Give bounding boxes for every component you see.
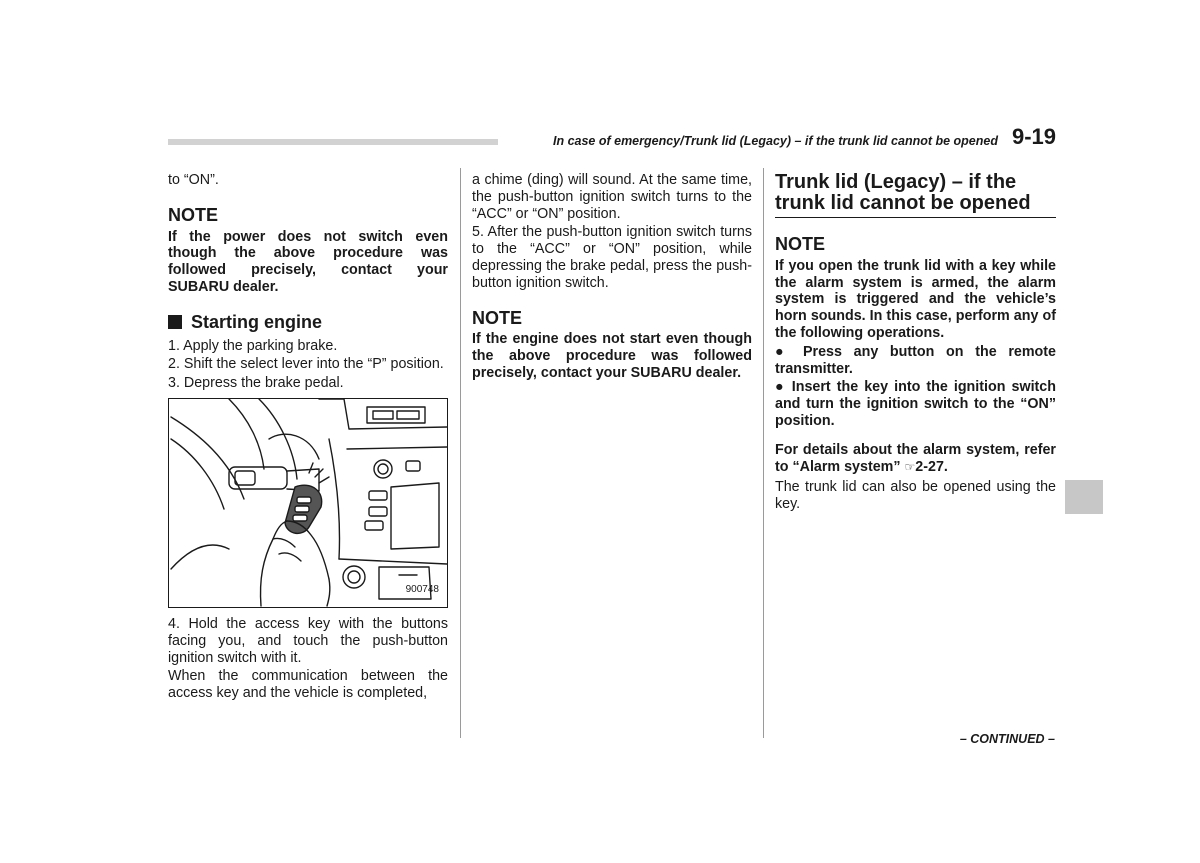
- intro-text: to “ON”.: [168, 172, 219, 188]
- step-5: 5. After the push-button ignition switch turns to the “ACC” or “ON” position, while depressing the brake pedal, press the push-button ignition switch.: [472, 224, 752, 291]
- column-divider: [763, 168, 764, 738]
- step-2: 2. Shift the select lever into the “P” position.: [168, 356, 444, 373]
- page-reference: 2-27.: [915, 458, 948, 475]
- column-1: [168, 172, 448, 702]
- step-3: 3. Depress the brake pedal.: [168, 375, 344, 392]
- details-prefix: For details about the alarm system, refer to “Alarm system”: [775, 441, 1056, 475]
- note-text: If the power does not switch even though the above procedure was followed precisely, contact your SUBARU dealer.: [168, 228, 448, 295]
- column-divider: [460, 168, 461, 738]
- section-heading: [168, 311, 448, 332]
- illustration-drawing: [169, 399, 447, 607]
- note-text: If the engine does not start even though the above procedure was followed precisely, contact your SUBARU dealer.: [472, 331, 752, 381]
- square-bullet-icon: [168, 315, 182, 329]
- bullet-item: ● Press any button on the remote transmitter.: [775, 343, 1056, 377]
- section-heading-text: Starting engine: [191, 311, 323, 332]
- continued-label: – CONTINUED –: [959, 732, 1055, 746]
- step-1: 1. Apply the parking brake.: [168, 337, 338, 354]
- page-reference-icon: ☞: [904, 459, 916, 474]
- ignition-illustration: [168, 398, 448, 608]
- note-heading: NOTE: [472, 307, 523, 328]
- note-heading: NOTE: [775, 234, 826, 254]
- details-text: [775, 442, 1056, 476]
- bullet-item: ● Insert the key into the ignition switch and turn the ignition switch to the “ON” position.: [775, 379, 1056, 429]
- chime-text: a chime (ding) will sound. At the same time, the push-button ignition switch turns to the “ACC” or “ON” position.: [472, 172, 752, 222]
- column-2: [472, 172, 752, 382]
- step-4: 4. Hold the access key with the buttons facing you, and touch the push-button ignition switch with it.: [168, 615, 448, 666]
- header-rule: [168, 139, 498, 145]
- page-number: 9-19: [1012, 124, 1057, 149]
- continuation-text: When the communication between the access key and the vehicle is completed,: [168, 668, 448, 702]
- figure-number: 900748: [405, 584, 439, 596]
- section-title: Trunk lid (Legacy) – if the trunk lid cannot be opened: [775, 172, 1056, 218]
- note-text: If you open the trunk lid with a key while the alarm system is armed, the alarm system is triggered and the vehicle’s horn sounds. In this case, perform any of the following operations.: [775, 257, 1056, 341]
- note-heading: NOTE: [168, 204, 219, 225]
- final-text: The trunk lid can also be opened using the key.: [775, 479, 1056, 513]
- thumb-index-tab: [1065, 480, 1103, 514]
- column-3: [775, 172, 1056, 513]
- running-head: In case of emergency/Trunk lid (Legacy) – if the trunk lid cannot be opened: [552, 134, 998, 148]
